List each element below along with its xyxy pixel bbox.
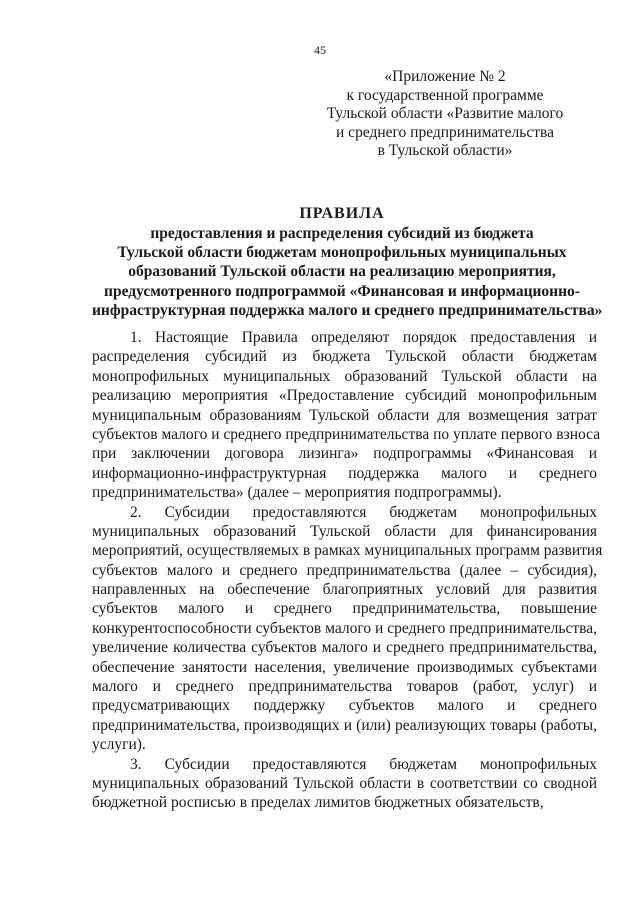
paragraph-line: малого и среднего предпринимательства товаров (работ, услуг) и (92, 678, 597, 696)
paragraph-line: бюджетной росписью в пределах лимитов бюджетных обязательств, (92, 794, 544, 812)
paragraph-line: информационно-инфраструктурная поддержка малого и среднего (92, 464, 597, 482)
paragraph-line: 2. Субсидии предоставляются бюджетам монопрофильных (130, 503, 597, 521)
paragraph-2 (92, 503, 603, 755)
paragraph-line: направленных на обеспечение благоприятных условий для развития (92, 581, 597, 599)
paragraph-line: увеличение количества субъектов малого и среднего предпринимательства, (92, 639, 597, 657)
paragraph-line: предусматривающих поддержку субъектов малого и среднего (92, 697, 597, 715)
paragraph-1 (92, 328, 601, 503)
document-subtitle (92, 224, 603, 320)
paragraph-line: реализацию мероприятия «Предоставление субсидий монопрофильным (92, 387, 597, 405)
paragraph-line: субъектов малого и среднего предпринимательства (далее – субсидия), (92, 561, 597, 579)
paragraph-3 (92, 755, 597, 813)
paragraph-line: муниципальных образований Тульской области в соответствии со сводной (92, 774, 597, 792)
appendix-line: Тульской области «Развитие малого (326, 105, 564, 122)
paragraph-line: конкурентоспособности субъектов малого и среднего предпринимательства, (92, 619, 597, 637)
appendix-line: и среднего предпринимательства (336, 123, 554, 141)
appendix-line: в Тульской области» (377, 142, 513, 159)
appendix-header (320, 68, 570, 161)
paragraph-line: 1. Настоящие Правила определяют порядок предоставления и (130, 329, 597, 346)
subtitle-line: образований Тульской области на реализацию мероприятия, (128, 263, 556, 281)
document-title: ПРАВИЛА (299, 205, 385, 222)
subtitle-line: инфраструктурная поддержка малого и среднего предпринимательства» (92, 301, 603, 319)
paragraph-line: 3. Субсидии предоставляются бюджетам монопрофильных (130, 755, 597, 773)
paragraph-line: муниципальным образованиям Тульской области для возмещения затрат (92, 406, 597, 424)
subtitle-line: Тульской области бюджетам монопрофильных муниципальных (117, 244, 567, 262)
paragraph-line: обеспечение занятости населения, увеличение производимых субъектами (92, 658, 597, 676)
paragraph-line: монопрофильных муниципальных образований Тульской области на (92, 367, 597, 385)
paragraph-line: муниципальных образований Тульской области для финансирования (92, 522, 597, 540)
paragraph-line: предпринимательства» (далее – мероприятия подпрограммы). (92, 484, 502, 502)
rules-title-block (92, 204, 603, 320)
paragraph-line: субъектов малого и среднего предпринимательства по уплате первого взноса (92, 425, 601, 443)
document-body (92, 328, 603, 813)
subtitle-line: предусмотренного подпрограммой «Финансовая и информационно- (104, 282, 580, 300)
paragraph-line: предпринимательства, производящих и (или) реализующих товары (работы, (92, 716, 597, 734)
paragraph-line: услуги). (92, 736, 146, 754)
page-number: 45 (314, 43, 326, 57)
appendix-line: «Приложение № 2 (384, 68, 506, 85)
appendix-line: к государственной программе (346, 86, 544, 104)
paragraph-line: при заключении договора лизинга» подпрограммы «Финансовая и (92, 445, 597, 463)
paragraph-line: субъектов малого и среднего предпринимательства, повышение (92, 600, 597, 618)
subtitle-line: предоставления и распределения субсидий из бюджета (150, 225, 534, 242)
paragraph-line: мероприятий, осуществляемых в рамках муниципальных программ развития (92, 542, 603, 560)
paragraph-line: распределения субсидий из бюджета Тульской области бюджетам (92, 348, 597, 366)
